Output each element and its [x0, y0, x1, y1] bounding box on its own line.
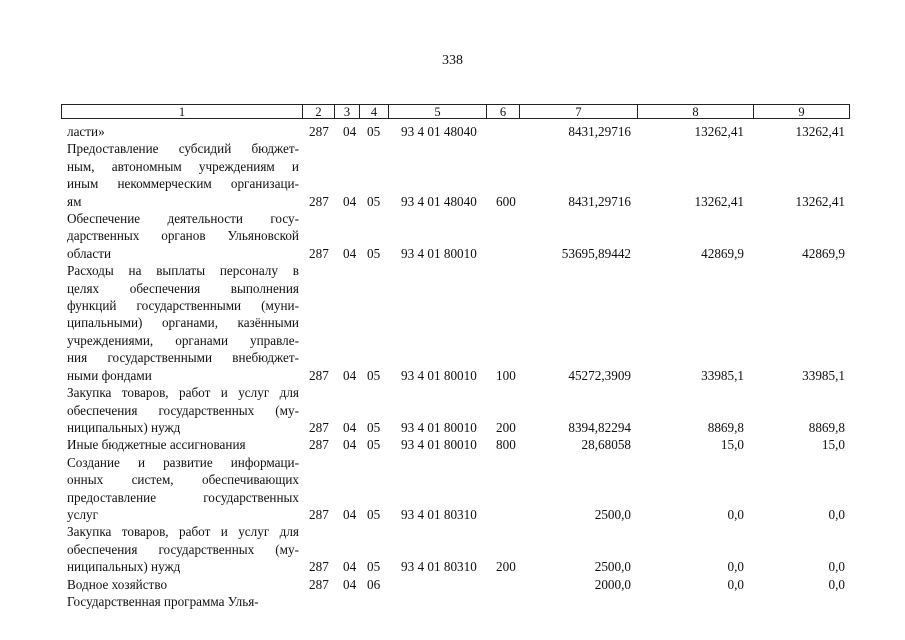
cell-c6: 800 [496, 437, 516, 453]
cell-c9: 13262,41 [795, 124, 845, 140]
cell-c9: 8869,8 [808, 419, 845, 435]
table-row [0, 454, 905, 524]
row-name-line: Обеспечение деятельности госу- [67, 211, 299, 227]
row-name-line: Государственная программа Улья- [67, 593, 259, 609]
row-name-line: ям [67, 193, 82, 209]
cell-c4: 05 [367, 245, 381, 261]
page-number: 338 [442, 53, 463, 68]
cell-c4: 05 [367, 193, 381, 209]
row-name-line: онных систем, обеспечивающих [67, 472, 299, 488]
cell-c9: 33985,1 [802, 367, 845, 383]
cell-c8: 13262,41 [694, 193, 744, 209]
header-col-3: 3 [334, 104, 359, 119]
cell-c7: 8431,29716 [568, 193, 631, 209]
cell-c5: 93 4 01 80010 [401, 437, 477, 453]
row-name-line: учреждениями, органами управле- [67, 332, 299, 348]
row-values [0, 506, 905, 523]
table-row [0, 140, 905, 210]
cell-c2: 287 [309, 124, 329, 140]
header-col-6: 6 [486, 104, 519, 119]
cell-c7: 2500,0 [594, 559, 631, 575]
row-name-line: ниципальных) нужд [67, 559, 181, 575]
cell-c3: 04 [343, 419, 357, 435]
row-name-line: ния государственными внебюджет- [67, 350, 299, 366]
row-name-line: Закупка товаров, работ и услуг для [67, 385, 299, 401]
cell-c2: 287 [309, 193, 329, 209]
cell-c5: 93 4 01 48040 [401, 124, 477, 140]
row-values [0, 193, 905, 210]
row-name-line: целях обеспечения выполнения [67, 280, 299, 296]
row-name-line: ными фондами [67, 367, 152, 383]
cell-c5: 93 4 01 80310 [401, 506, 477, 522]
cell-c3: 04 [343, 437, 357, 453]
row-name-line: области [67, 245, 112, 261]
table-row [0, 576, 905, 593]
cell-c4: 05 [367, 506, 381, 522]
cell-c4: 05 [367, 559, 381, 575]
row-name-line: Расходы на выплаты персоналу в [67, 263, 299, 279]
row-values [0, 367, 905, 384]
cell-c2: 287 [309, 367, 329, 383]
table-row [0, 436, 905, 453]
row-name-line: ным, автономным учреждениям и [67, 158, 299, 174]
cell-c3: 04 [343, 124, 357, 140]
header-col-4: 4 [359, 104, 388, 119]
cell-c6: 200 [496, 419, 516, 435]
cell-c2: 287 [309, 437, 329, 453]
row-name-line: ципальными) органами, казёнными [67, 315, 299, 331]
cell-c4: 05 [367, 437, 381, 453]
header-col-2: 2 [302, 104, 334, 119]
header-col-7: 7 [519, 104, 637, 119]
cell-c2: 287 [309, 419, 329, 435]
cell-c9: 42869,9 [802, 245, 845, 261]
header-col-8: 8 [637, 104, 753, 119]
cell-c4: 06 [367, 576, 381, 592]
cell-c8: 0,0 [727, 576, 744, 592]
row-values [0, 558, 905, 575]
cell-c7: 53695,89442 [561, 245, 631, 261]
cell-c2: 287 [309, 245, 329, 261]
cell-c3: 04 [343, 245, 357, 261]
cell-c7: 8394,82294 [568, 419, 631, 435]
cell-c7: 2500,0 [594, 506, 631, 522]
row-name-line: услуг [67, 506, 99, 522]
row-values [0, 419, 905, 436]
cell-c9: 13262,41 [795, 193, 845, 209]
cell-c4: 05 [367, 124, 381, 140]
cell-c7: 8431,29716 [568, 124, 631, 140]
row-values [0, 593, 905, 610]
cell-c8: 0,0 [727, 506, 744, 522]
header-col-1: 1 [61, 104, 302, 119]
table-row [0, 262, 905, 384]
row-name-line: ниципальных) нужд [67, 419, 181, 435]
cell-c2: 287 [309, 506, 329, 522]
table-row [0, 523, 905, 575]
cell-c8: 42869,9 [701, 245, 744, 261]
cell-c8: 15,0 [720, 437, 744, 453]
table-row [0, 123, 905, 140]
cell-c4: 05 [367, 419, 381, 435]
row-values [0, 436, 905, 453]
cell-c7: 45272,3909 [568, 367, 631, 383]
cell-c6: 200 [496, 559, 516, 575]
row-name-line: Иные бюджетные ассигнования [67, 437, 246, 453]
table-row [0, 593, 905, 610]
row-name-line: обеспечения государственных (му- [67, 402, 299, 418]
row-name-line: Закупка товаров, работ и услуг для [67, 524, 299, 540]
cell-c2: 287 [309, 576, 329, 592]
cell-c5: 93 4 01 80010 [401, 245, 477, 261]
cell-c4: 05 [367, 367, 381, 383]
cell-c5: 93 4 01 80010 [401, 367, 477, 383]
row-name-line: ласти» [67, 124, 105, 139]
row-name-line: дарственных органов Ульяновской [67, 228, 299, 244]
row-name-line: Водное хозяйство [67, 576, 168, 592]
cell-c5: 93 4 01 80310 [401, 559, 477, 575]
row-name-line: обеспечения государственных (му- [67, 541, 299, 557]
cell-c8: 8869,8 [707, 419, 744, 435]
cell-c2: 287 [309, 559, 329, 575]
cell-c9: 0,0 [828, 506, 845, 522]
row-name-line: функций государственными (муни- [67, 298, 299, 314]
cell-c7: 2000,0 [594, 576, 631, 592]
cell-c9: 0,0 [828, 576, 845, 592]
cell-c3: 04 [343, 193, 357, 209]
cell-c8: 33985,1 [701, 367, 744, 383]
cell-c9: 15,0 [821, 437, 845, 453]
row-name-line: Предоставление субсидий бюджет- [67, 141, 299, 157]
header-col-5: 5 [388, 104, 486, 119]
header-col-9: 9 [753, 104, 850, 119]
cell-c3: 04 [343, 506, 357, 522]
table-row [0, 384, 905, 436]
cell-c5: 93 4 01 48040 [401, 193, 477, 209]
row-values [0, 123, 905, 140]
cell-c3: 04 [343, 559, 357, 575]
row-name-line: иным некоммерческим организаци- [67, 176, 299, 192]
cell-c6: 600 [496, 193, 516, 209]
cell-c6: 100 [496, 367, 516, 383]
cell-c8: 13262,41 [694, 124, 744, 140]
table-row [0, 210, 905, 262]
table-body [0, 123, 905, 610]
table-header [61, 104, 850, 120]
cell-c5: 93 4 01 80010 [401, 419, 477, 435]
row-name-line: Создание и развитие информаци- [67, 454, 299, 470]
cell-c8: 0,0 [727, 559, 744, 575]
row-values [0, 576, 905, 593]
row-values [0, 245, 905, 262]
cell-c3: 04 [343, 367, 357, 383]
cell-c9: 0,0 [828, 559, 845, 575]
cell-c7: 28,68058 [581, 437, 631, 453]
cell-c3: 04 [343, 576, 357, 592]
row-name-line: предоставление государственных [67, 489, 299, 505]
